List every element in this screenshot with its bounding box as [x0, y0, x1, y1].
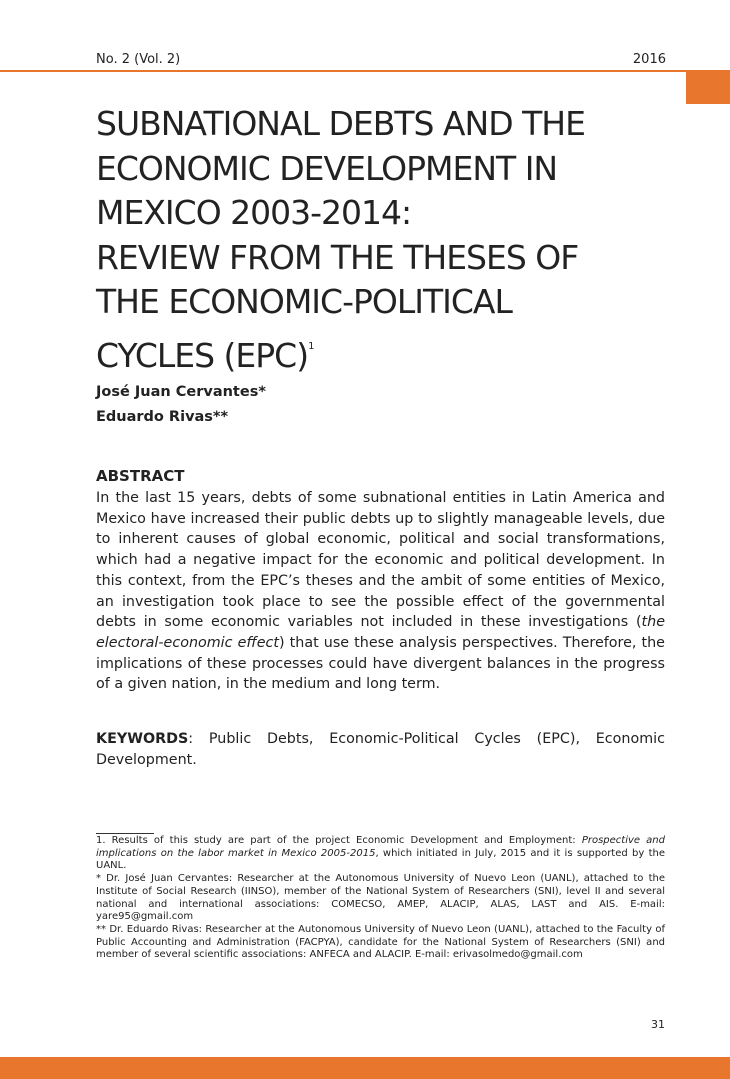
- issue-label: No. 2 (Vol. 2): [96, 52, 181, 67]
- footnote-italic-title: Prospective and implications on the labor market in Mexico 2005-2015: [96, 835, 665, 859]
- footnote-text: , which initiated in July, 2015 and it is supported by the UANL.: [96, 847, 666, 872]
- year-label: 2016: [632, 52, 666, 67]
- abstract-text-part: In the last 15 years, debts of some subnational entities in Latin America and Mexico have increased their public debts up to slightly manageable levels, due to inherent causes of global economic, political and social transformations, which had a negative impact for the economic and political development. In this context, from the EPC’s theses and the ambit of some entities of Mexico, an investigation took place to see the possible effect of the governmental debts in some economic variables not included in these investigations (: [96, 490, 665, 631]
- footnote-author-2: ** Dr. Eduardo Rivas: Researcher at the Autonomous University of Nuevo Leon (UANL), attached to the Faculty of Public Accounting and Administration (FACPYA), candidate for the National System of Researchers (SNI) and member of several scientific associations: ANFECA and ALACIP. E-mail: erivasolmedo@gmail.com: [96, 923, 665, 961]
- title-line: REVIEW FROM THE THESES OF: [96, 237, 579, 277]
- title-line: THE ECONOMIC-POLITICAL: [96, 282, 512, 321]
- header-accent-tab: [686, 70, 730, 104]
- author-name: Eduardo Rivas**: [96, 409, 229, 425]
- footer-accent-bar: [0, 1057, 730, 1079]
- abstract-body: [96, 488, 665, 695]
- author-name: José Juan Cervantes*: [96, 384, 266, 400]
- abstract-text-part: ) that use these analysis perspectives. Therefore, the implications of these processes could have divergent balances in the progress of a given nation, in the medium and long term.: [96, 634, 665, 693]
- title-footnote-marker: 1: [308, 340, 315, 352]
- header-accent-rule: [0, 70, 730, 72]
- footnotes: [96, 835, 665, 962]
- abstract-italic-term: the electoral-economic effect: [96, 614, 665, 651]
- keywords-text: : Public Debts, Economic-Political Cycles (EPC), Economic Development.: [96, 731, 665, 768]
- keywords-label: KEYWORDS: [96, 731, 189, 747]
- title-line: SUBNATIONAL DEBTS AND THE: [96, 104, 585, 143]
- title-line: MEXICO 2003-2014:: [96, 193, 412, 232]
- footnote-text: 1. Results of this study are part of the project Economic Development and Employment:: [96, 835, 582, 846]
- footnote-separator: [96, 833, 154, 834]
- article-title: [96, 102, 676, 378]
- page-number: 31: [651, 1018, 665, 1031]
- title-line-text: CYCLES (EPC): [96, 335, 309, 375]
- footnote-1: [96, 835, 665, 873]
- footnote-author-1: * Dr. José Juan Cervantes: Researcher at the Autonomous University of Nuevo Leon (UANL), attached to the Institute of Social Research (IINSO), member of the National System of Researchers (SNI), level II and several national and international associations: COMECSO, AMEP, ALACIP, ALAS, LAST and AIS. E-mail: yare95@gmail.com: [96, 873, 665, 923]
- authors: [96, 380, 266, 430]
- abstract-heading: ABSTRACT: [96, 467, 185, 485]
- title-line: ECONOMIC DEVELOPMENT IN: [96, 148, 558, 188]
- title-line-last: [96, 325, 676, 379]
- keywords: [96, 729, 665, 770]
